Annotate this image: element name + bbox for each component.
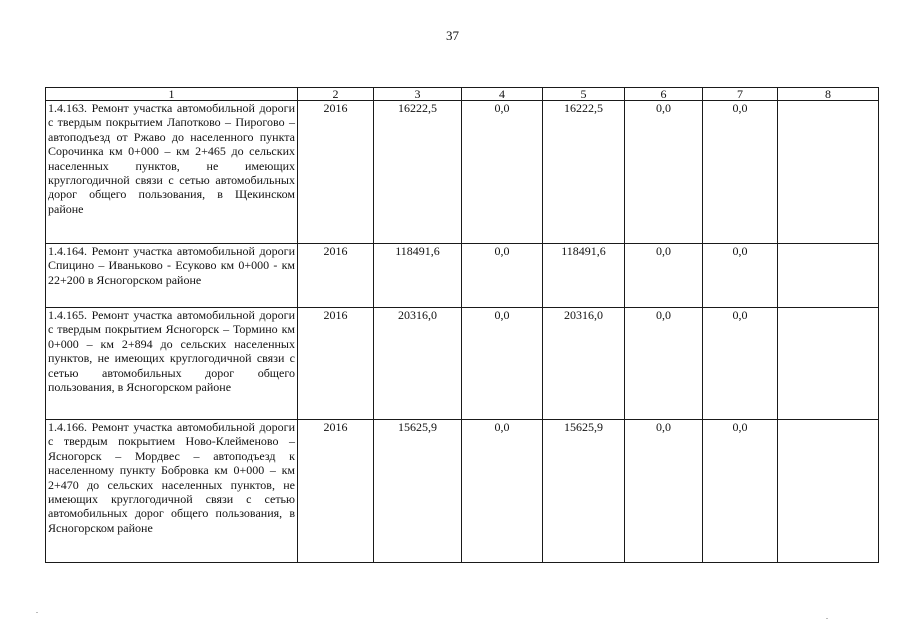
header-cell-7: 7 bbox=[703, 88, 778, 101]
row-col4: 0,0 bbox=[462, 420, 543, 563]
table-row bbox=[46, 244, 879, 308]
header-cell-2: 2 bbox=[298, 88, 374, 101]
row-year: 2016 bbox=[298, 420, 374, 563]
row-col8 bbox=[778, 101, 879, 244]
table-row bbox=[46, 420, 879, 563]
row-total: 16222,5 bbox=[374, 101, 462, 244]
header-cell-3: 3 bbox=[374, 88, 462, 101]
row-description: 1.4.165. Ремонт участка автомобильной дороги с твердым покрытием Ясногорск – Тормино км 0+000 – км 2+894 до сельских населенных пунктов, не имеющих круглогодичной связи с сетью автомобильных дорог общего пользования, в Ясногорском районе bbox=[46, 308, 298, 420]
program-table bbox=[45, 87, 879, 563]
header-cell-1: 1 bbox=[46, 88, 298, 101]
row-year: 2016 bbox=[298, 101, 374, 244]
row-col6: 0,0 bbox=[625, 244, 703, 308]
row-col8 bbox=[778, 308, 879, 420]
scan-speck bbox=[826, 618, 828, 619]
header-cell-8: 8 bbox=[778, 88, 879, 101]
table-row bbox=[46, 308, 879, 420]
row-col7: 0,0 bbox=[703, 244, 778, 308]
row-col7: 0,0 bbox=[703, 308, 778, 420]
row-col5: 16222,5 bbox=[543, 101, 625, 244]
row-description: 1.4.164. Ремонт участка автомобильной дороги Спицино – Иваньково - Есуково км 0+000 - км 22+200 в Ясногорском районе bbox=[46, 244, 298, 308]
table-row bbox=[46, 101, 879, 244]
row-col4: 0,0 bbox=[462, 101, 543, 244]
row-description: 1.4.163. Ремонт участка автомобильной дороги с твердым покрытием Лапотково – Пирогово – автоподъезд от Ржаво до населенного пункта Сорочинка км 0+000 – км 2+465 до сельских населенных пунктов, не имеющих круглогодичной связи с сетью автомобильных дорог общего пользования, в Щекинском районе bbox=[46, 101, 298, 244]
row-col4: 0,0 bbox=[462, 244, 543, 308]
header-cell-4: 4 bbox=[462, 88, 543, 101]
row-year: 2016 bbox=[298, 244, 374, 308]
row-total: 15625,9 bbox=[374, 420, 462, 563]
row-col5: 20316,0 bbox=[543, 308, 625, 420]
row-col5: 15625,9 bbox=[543, 420, 625, 563]
row-description: 1.4.166. Ремонт участка автомобильной дороги с твердым покрытием Ново-Клейменово – Ясногорск – Мордвес – автоподъезд к населенному пункту Бобровка км 0+000 – км 2+470 до сельских населенных пунктов, не имеющих круглогодичной связи с сетью автомобильных дорог общего пользования, в Ясногорском районе bbox=[46, 420, 298, 563]
row-col7: 0,0 bbox=[703, 420, 778, 563]
row-col6: 0,0 bbox=[625, 101, 703, 244]
row-col8 bbox=[778, 420, 879, 563]
header-cell-5: 5 bbox=[543, 88, 625, 101]
row-col6: 0,0 bbox=[625, 308, 703, 420]
row-col6: 0,0 bbox=[625, 420, 703, 563]
row-year: 2016 bbox=[298, 308, 374, 420]
header-cell-6: 6 bbox=[625, 88, 703, 101]
header-row bbox=[46, 88, 879, 101]
page-number: 37 bbox=[446, 28, 459, 43]
row-col4: 0,0 bbox=[462, 308, 543, 420]
row-col8 bbox=[778, 244, 879, 308]
row-col7: 0,0 bbox=[703, 101, 778, 244]
row-total: 20316,0 bbox=[374, 308, 462, 420]
scan-speck bbox=[36, 612, 38, 613]
row-col5: 118491,6 bbox=[543, 244, 625, 308]
row-total: 118491,6 bbox=[374, 244, 462, 308]
